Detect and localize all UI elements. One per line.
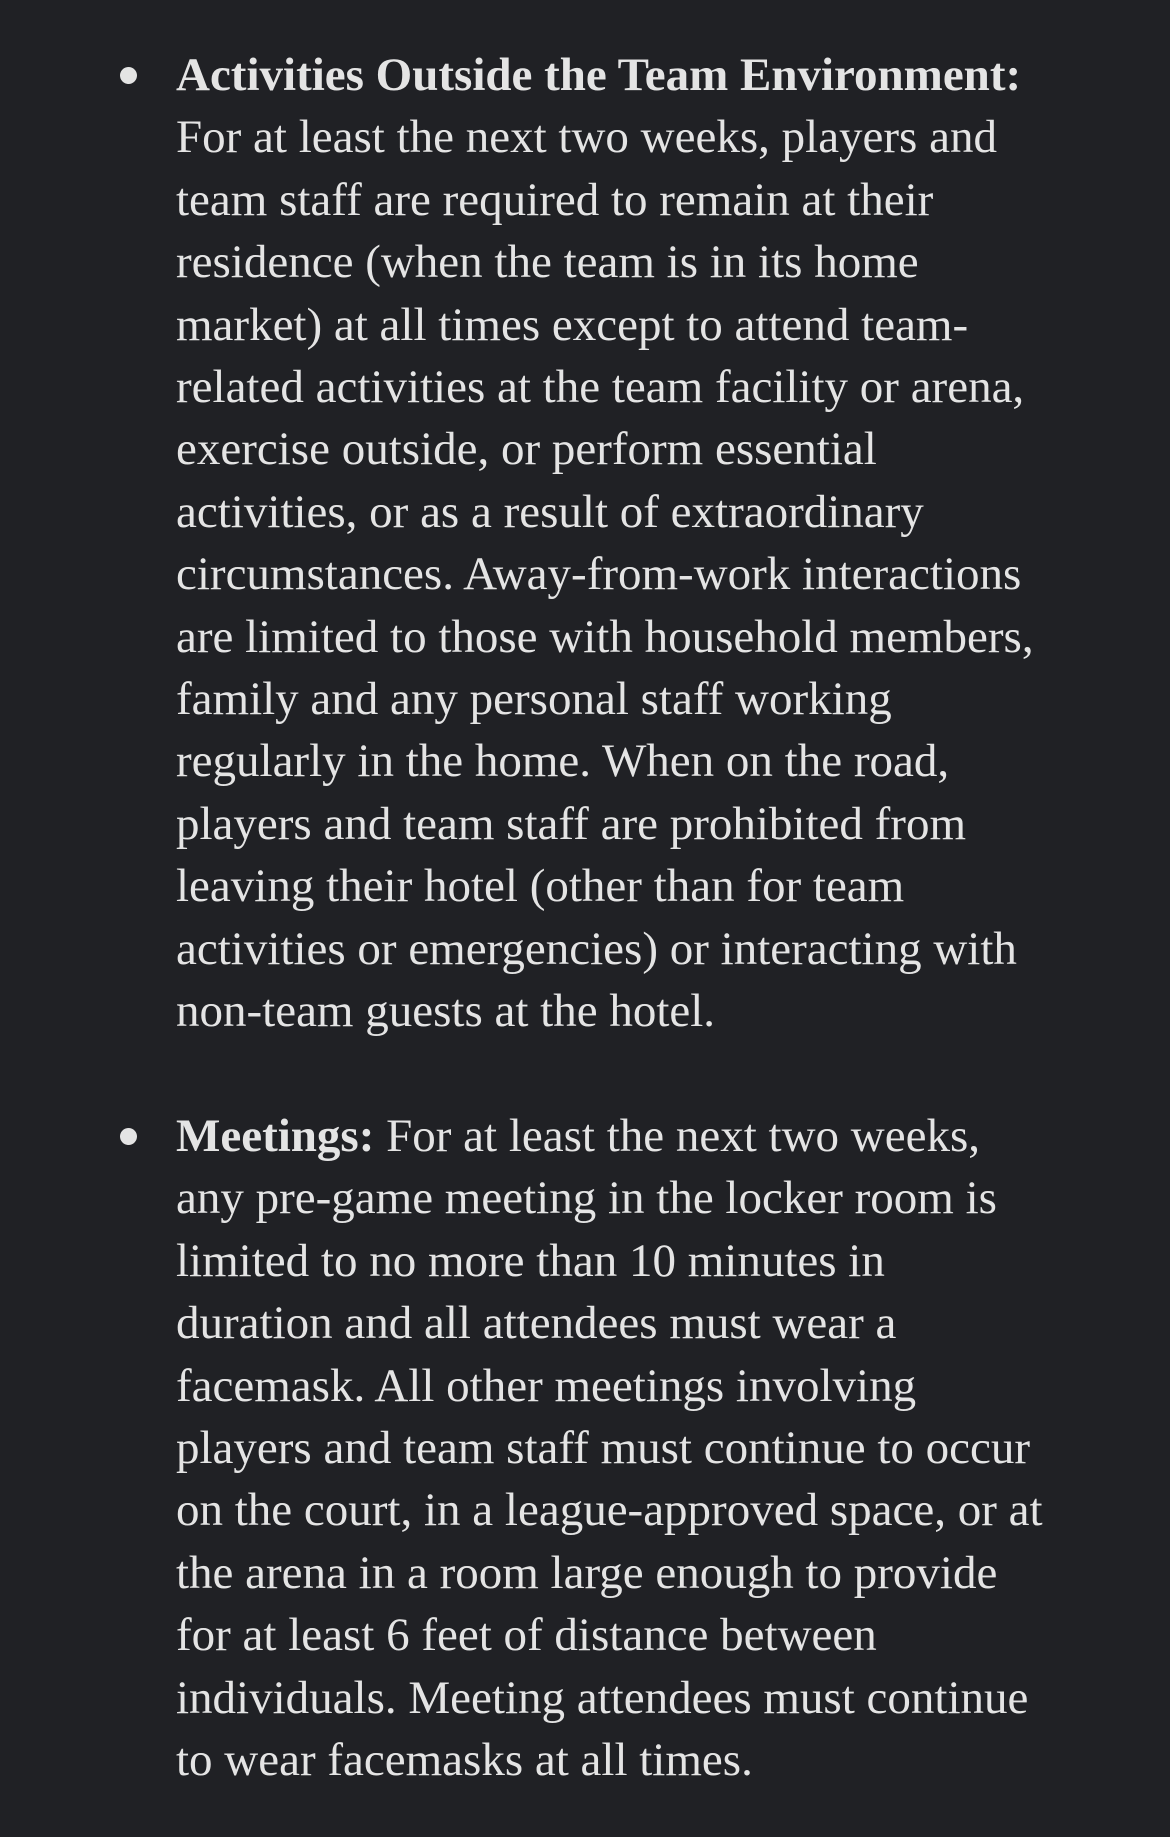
body-line: non-team guests at the hotel.	[176, 985, 716, 1038]
body-line: on the court, in a league-approved space, or at	[176, 1484, 1043, 1537]
body-text: For at least the next two weeks,	[374, 1110, 981, 1162]
bullet-item-meetings	[176, 1105, 1136, 1791]
bullet-paragraph	[176, 1105, 1136, 1791]
body-line: duration and all attendees must wear a	[176, 1297, 897, 1350]
first-line	[176, 1105, 1136, 1167]
body-line: any pre-game meeting in the locker room is	[176, 1172, 997, 1225]
body-line: activities or emergencies) or interacting with	[176, 922, 1017, 975]
body-line: circumstances. Away-from-work interactions	[176, 548, 1022, 601]
body-line: to wear facemasks at all times.	[176, 1734, 753, 1787]
body-line: leaving their hotel (other than for team	[176, 860, 905, 913]
item-heading: Meetings:	[176, 1110, 375, 1162]
bullet-paragraph	[176, 44, 1136, 1043]
item-heading: Activities Outside the Team Environment:	[176, 49, 1022, 101]
body-line: activities, or as a result of extraordinary	[176, 485, 924, 538]
body-line: players and team staff are prohibited from	[176, 797, 967, 850]
body-line: the arena in a room large enough to provide	[176, 1546, 998, 1599]
body-line: market) at all times except to attend team-	[176, 298, 969, 351]
bullet-dot-icon	[120, 1128, 137, 1145]
bullet-dot-icon	[120, 67, 137, 84]
body-line: for at least 6 feet of distance between	[176, 1609, 877, 1662]
body-line: regularly in the home. When on the road,	[176, 735, 950, 788]
body-line: related activities at the team facility or arena,	[176, 361, 1025, 414]
body-line: family and any personal staff working	[176, 673, 892, 726]
body-line: players and team staff must continue to occur	[176, 1422, 1031, 1475]
body-line: exercise outside, or perform essential	[176, 423, 877, 476]
body-line: are limited to those with household members,	[176, 610, 1034, 663]
body-line: facemask. All other meetings involving	[176, 1359, 917, 1412]
body-line: For at least the next two weeks, players and	[176, 111, 997, 164]
body-line: team staff are required to remain at their	[176, 173, 934, 226]
body-line: individuals. Meeting attendees must continue	[176, 1671, 1029, 1724]
body-line: limited to no more than 10 minutes in	[176, 1234, 885, 1287]
body-line: residence (when the team is in its home	[176, 236, 919, 289]
bullet-item-activities	[176, 44, 1136, 1043]
